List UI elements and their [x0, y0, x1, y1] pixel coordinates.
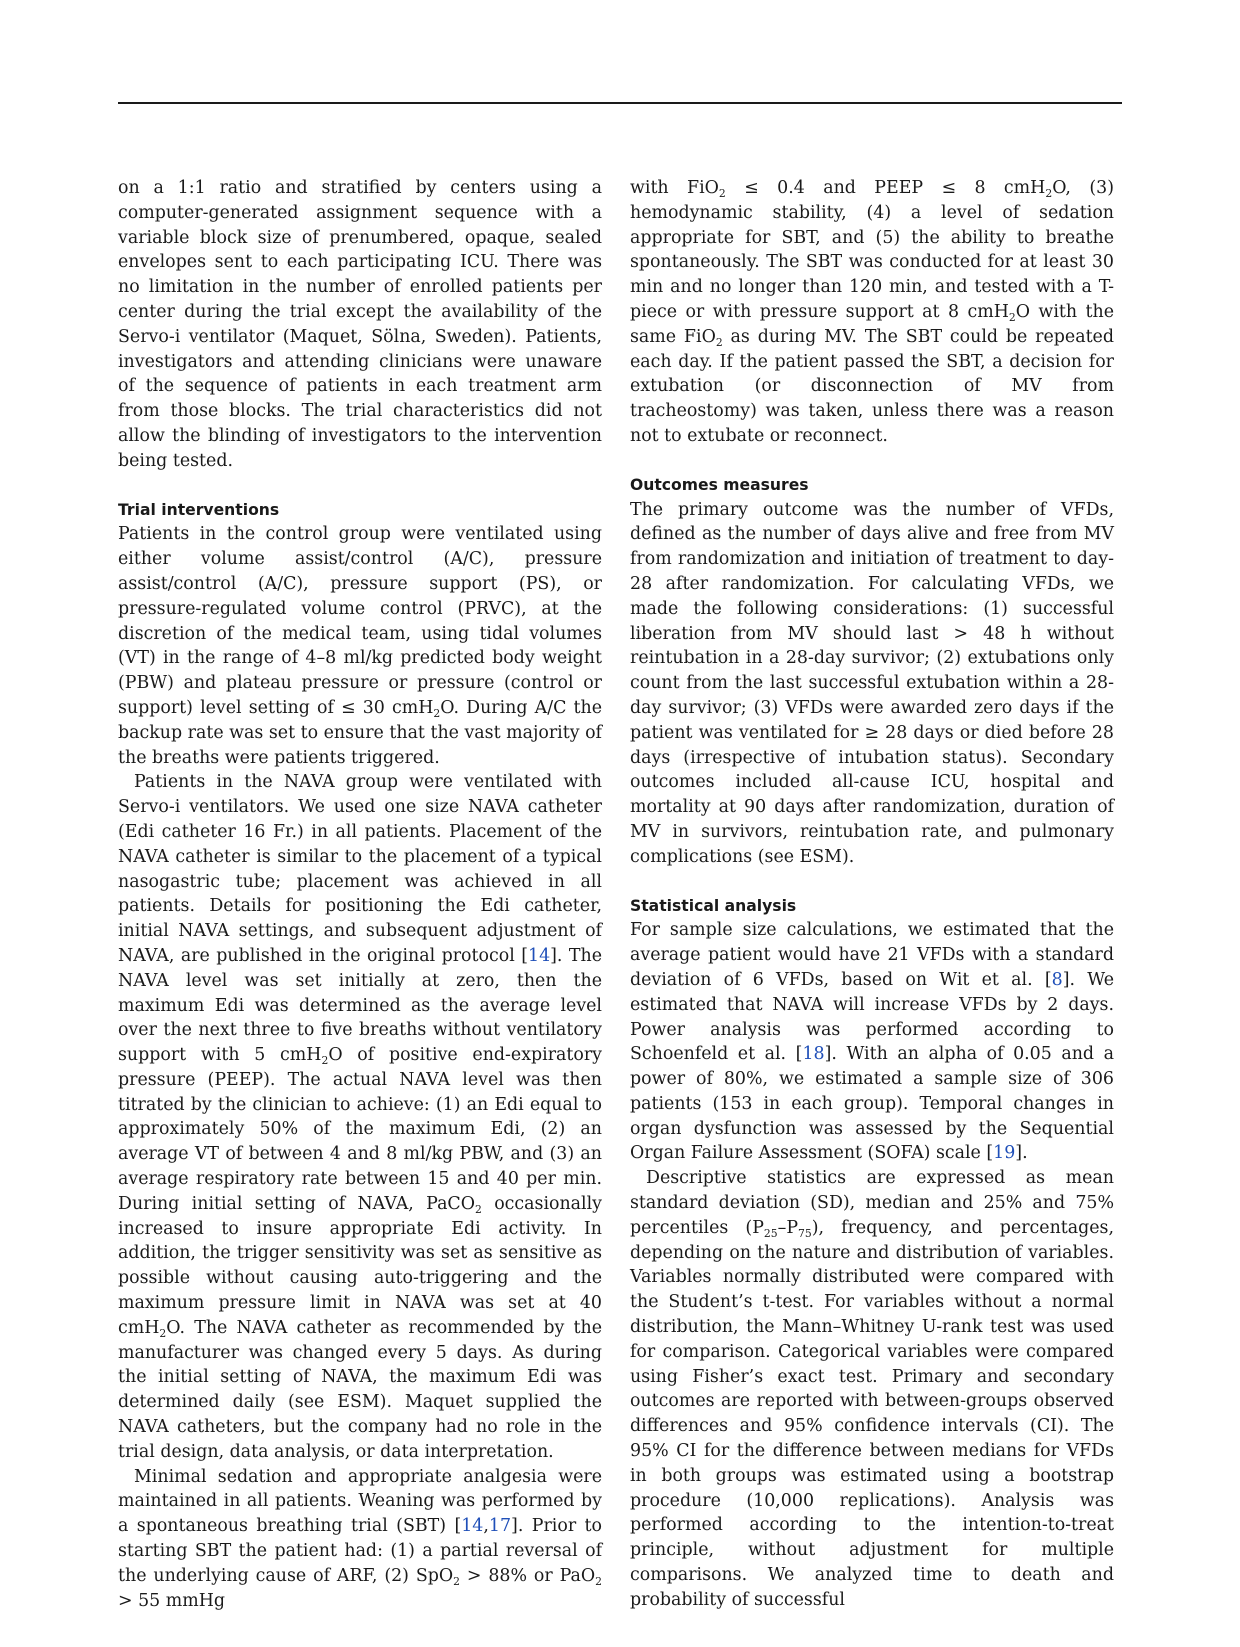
- subscript: 25: [763, 1226, 778, 1240]
- subscript: 2: [453, 1574, 461, 1588]
- text-run: ]. The NAVA level was set initially at zero, then the maximum Edi was determined as the average level over the next three to five breaths without ventilatory support with 5 cmH: [118, 945, 602, 1066]
- header-rule: [118, 102, 1122, 104]
- section-heading-statistical-analysis: Statistical analysis: [630, 896, 797, 915]
- text-run: Descriptive statistics are expressed as mean standard deviation (SD), median and 25% and 75% percentiles (P: [630, 1168, 1114, 1238]
- text-run: occasionally increased to insure appropriate Edi activity. In addition, the trigger sensitivity was set as sensitive as possible without causing auto-triggering and the maximum pressure limit in NAVA was set at 40 cmH: [118, 1193, 602, 1338]
- section-heading-trial-interventions: Trial interventions: [118, 500, 280, 519]
- randomization-text: on a 1:1 ratio and stratified by centers using a computer-generated assignment sequence with a variable block size of prenumbered, opaque, sealed envelopes sent to each participating ICU. There was no limitation in the number of enrolled patients per center during the trial except the availability of the Servo-i ventilator (Maquet, Sölna, Sweden). Patients, investigators and attending clinicians were unaware of the sequence of patients in each treatment arm from those blocks. The trial characteristics did not allow the blinding of investigators to the intervention being tested.: [118, 178, 602, 471]
- subscript: 2: [1008, 310, 1016, 324]
- text-run: ), frequency, and percentages, depending on the nature and distribution of variables. Variables normally distributed were compared with the Student’s t-test. For variables without a normal distribution, the Mann–Whitney U-rank test was used for comparison. Categorical variables were compared using Fisher’s exact test. Primary and secondary outcomes are reported with between-groups observed differences and 95% confidence intervals (CI). The 95% CI for the difference between medians for VFDs in both groups was estimated using a bootstrap procedure (10,000 replications). Analysis was performed according to the intention-to-treat principle, without adjustment for multiple comparisons. We analyzed time to death and probability of successful: [630, 1217, 1114, 1610]
- citation-link[interactable]: 14: [528, 945, 551, 966]
- control-group-paragraph: [118, 522, 602, 770]
- text-run: For sample size calculations, we estimated that the average patient would have 21 VFDs with a standard deviation of 6 VFDs, based on Wit et al. [: [630, 920, 1114, 990]
- text-run: –P: [777, 1217, 799, 1238]
- subscript: 2: [475, 1202, 482, 1216]
- text-run: O. The NAVA catheter as recommended by the manufacturer was changed every 5 days. As during the initial setting of NAVA, the maximum Edi was determined daily (see ESM). Maquet supplied the NAVA catheters, but the company had no role in the trial design, data analysis, or data interpretation.: [118, 1317, 602, 1462]
- text-run: ]. With an alpha of 0.05 and a power of 80%, we estimated a sample size of 306 patients (153 in each group). Temporal changes in organ dysfunction was assessed by the Sequential Organ Failure Assessment (SOFA) scale [: [630, 1044, 1114, 1164]
- text-run: O of positive end-expiratory pressure (PEEP). The actual NAVA level was then titrated by the clinician to achieve: (1) an Edi equal to approximately 50% of the maximum Edi, (2) an average VT of between 4 and 8 ml/kg PBW, and (3) an average respiratory rate between 15 and 40 per min. During initial setting of NAVA, PaCO: [118, 1045, 602, 1214]
- subscript: 75: [798, 1226, 812, 1240]
- descriptive-statistics-paragraph: [630, 1166, 1114, 1612]
- right-column: [630, 176, 1114, 1613]
- text-run: The primary outcome was the number of VFDs, defined as the number of days alive and free from MV from randomization and initiation of treatment to day-28 after randomization. For calculating VFDs, we made the following considerations: (1) successful liberation from MV should last > 48 h without reintubation in a 28-day survivor; (2) extubations only count from the last successful extubation within a 28-day survivor; (3) VFDs were awarded zero days if the patient was ventilated for ≥ 28 days or died before 28 days (irrespective of intubation status). Secondary outcomes included all-cause ICU, hospital and mortality at 90 days after randomization, duration of MV in survivors, reintubation rate, and pulmonary complications (see ESM).: [630, 499, 1114, 867]
- citation-link[interactable]: 8: [1051, 969, 1063, 990]
- text-run: ,: [483, 1516, 489, 1537]
- text-run: ]. Prior to starting SBT the patient had: (1) a partial reversal of the underlying cause of ARF, (2) SpO: [118, 1516, 603, 1586]
- text-run: ]. We estimated that NAVA will increase VFDs by 2 days. Power analysis was performed according to Schoenfeld et al. [: [630, 969, 1114, 1065]
- citation-link[interactable]: 17: [488, 1516, 512, 1537]
- left-column: [118, 176, 602, 1613]
- text-run: O, (3) hemodynamic stability, (4) a level of sedation appropriate for SBT, and (5) the ability to breathe spontaneously. The SBT was conducted for at least 30 min and no longer than 120 min, and tested with a T-piece or with pressure support at 8 cmH: [630, 178, 1114, 322]
- subscript: 2: [433, 706, 441, 720]
- text-run: Patients in the control group were ventilated using either volume assist/control (A/C), pressure assist/control (A/C), pressure support (PS), or pressure-regulated volume control (PRVC), at the discretion of the medical team, using tidal volumes (VT) in the range of 4–8 ml/kg predicted body weight (PBW) and plateau pressure or pressure (control or support) level setting of ≤ 30 cmH: [118, 524, 602, 718]
- sample-size-paragraph: [630, 918, 1114, 1166]
- text-run: O with the same FiO: [630, 301, 1114, 347]
- sedation-paragraph: [118, 1465, 602, 1614]
- text-run: > 55 mmHg: [118, 1590, 226, 1611]
- section-heading-outcomes-measures: Outcomes measures: [630, 475, 809, 494]
- randomization-paragraph: [118, 176, 602, 474]
- text-run: as during MV. The SBT could be repeated each day. If the patient passed the SBT, a decision for extubation (or disconnection of MV from tracheostomy) was taken, unless there was a reason not to extubate or reconnect.: [630, 326, 1114, 446]
- subscript: 2: [715, 335, 723, 349]
- nava-group-paragraph: [118, 770, 602, 1464]
- subscript: 2: [159, 1326, 167, 1340]
- text-run: Minimal sedation and appropriate analgesia were maintained in all patients. Weaning was performed by a spontaneous breathing trial (SBT) [: [118, 1466, 602, 1537]
- text-run: ≤ 0.4 and PEEP ≤ 8 cmH: [725, 178, 1046, 198]
- citation-link[interactable]: 14: [461, 1516, 484, 1537]
- text-run: > 88% or PaO: [460, 1565, 596, 1586]
- text-run: Patients in the NAVA group were ventilated with Servo-i ventilators. We used one size NAVA catheter (Edi catheter 16 Fr.) in all patients. Placement of the NAVA catheter is similar to the placement of a typical nasogastric tube; placement was achieved in all patients. Details for positioning the Edi catheter, initial NAVA settings, and subsequent adjustment of NAVA, are published in the original protocol [: [118, 772, 602, 966]
- subscript: 2: [595, 1574, 602, 1588]
- citation-link[interactable]: 18: [802, 1044, 825, 1065]
- outcomes-paragraph: [630, 498, 1114, 870]
- subscript: 2: [718, 186, 726, 200]
- subscript: 2: [321, 1053, 329, 1067]
- subscript: 2: [1045, 186, 1053, 200]
- sbt-criteria-paragraph: [630, 176, 1114, 449]
- text-run: with FiO: [630, 178, 719, 198]
- citation-link[interactable]: 19: [993, 1143, 1016, 1164]
- text-run: O. During A/C the backup rate was set to ensure that the vast majority of the breaths were patients triggered.: [118, 697, 602, 768]
- text-run: ].: [1015, 1143, 1028, 1164]
